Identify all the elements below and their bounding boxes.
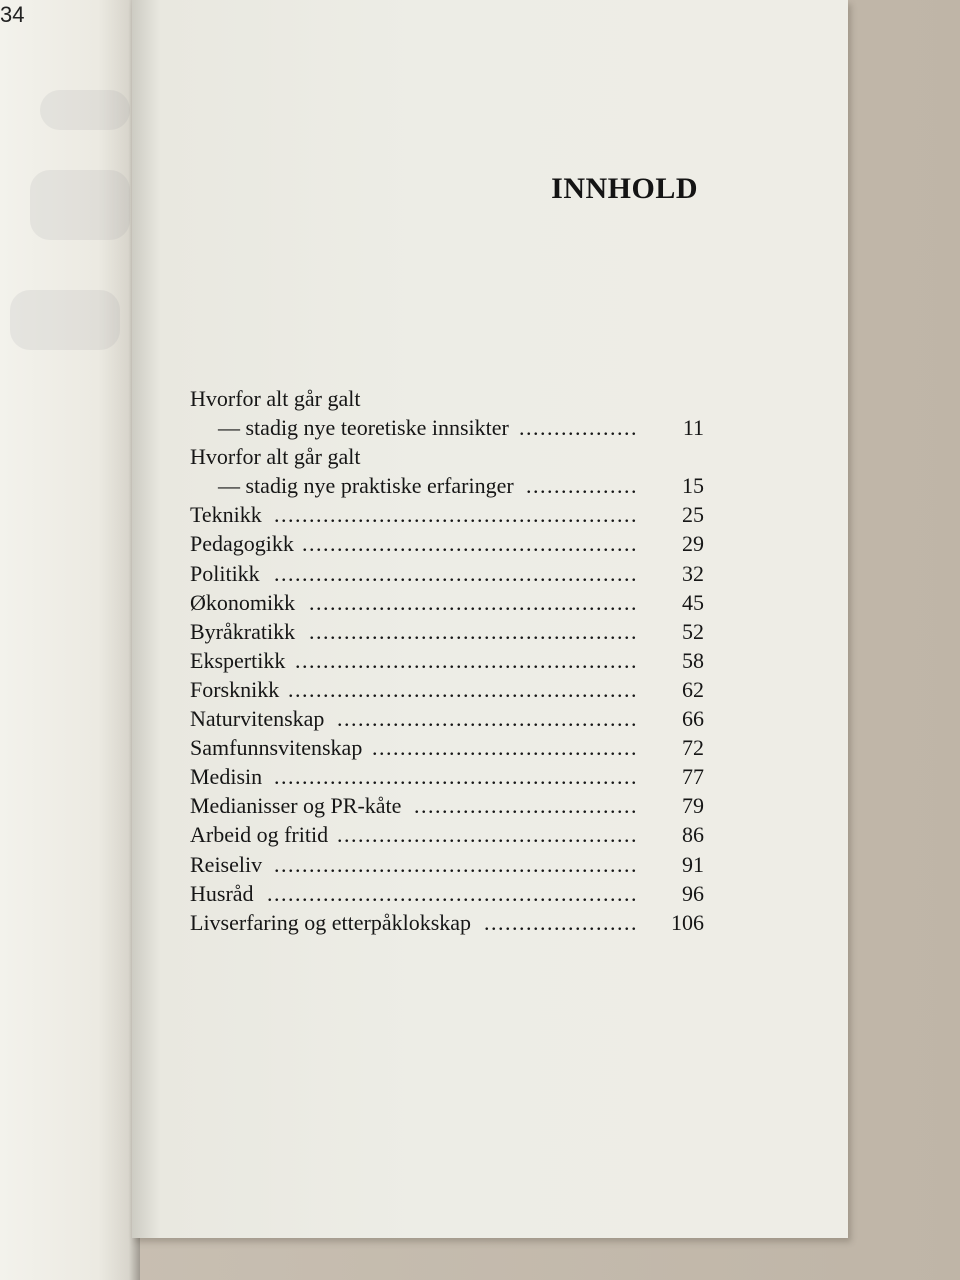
- toc-entry-title: Teknikk: [190, 502, 262, 528]
- toc-entry-title: Hvorfor alt går galt: [190, 386, 361, 411]
- toc-entry: [190, 820, 704, 849]
- toc-page-number: 62: [682, 676, 704, 702]
- toc-entry: [190, 559, 704, 588]
- toc-page-number: 66: [682, 706, 704, 732]
- toc-entry-title: Reiseliv: [190, 851, 263, 877]
- toc-page-number: 11: [682, 415, 704, 441]
- toc-entry: [190, 646, 704, 675]
- toc-entry: [190, 908, 704, 937]
- toc-entry: [190, 791, 704, 820]
- toc-page-number: 25: [682, 502, 704, 528]
- toc-page-number: 32: [682, 560, 704, 586]
- toc-leader-dots: ................................: [414, 793, 638, 819]
- toc-entry-title: Politikk: [190, 560, 260, 586]
- toc-entry-title: Medianisser og PR-kåte: [190, 793, 402, 819]
- toc-entry-title: Samfunnsvitenskap: [190, 735, 363, 761]
- toc-leader-dots: ...........................................: [337, 822, 638, 848]
- toc-leader-dots: ....................................................: [274, 502, 638, 528]
- toc-page-number: 45: [682, 589, 704, 615]
- toc-entry: [190, 617, 704, 646]
- toc-page-number: 86: [682, 822, 704, 848]
- toc-entry: [190, 413, 704, 442]
- toc-entry: [190, 879, 704, 908]
- toc-leader-dots: ...............................................: [309, 589, 638, 615]
- toc-entry-title: Arbeid og fritid: [190, 822, 329, 848]
- bleed-through-shape: [10, 290, 120, 350]
- bleed-through-shape: [40, 90, 130, 130]
- toc-page-number: 96: [682, 880, 704, 906]
- toc-entry-title: Medisin: [190, 764, 263, 790]
- toc-entry: [190, 588, 704, 617]
- facing-page: [0, 0, 140, 1280]
- toc-leader-dots: ................................................: [302, 531, 638, 557]
- toc-entry: [190, 471, 704, 500]
- toc-entry-title: Hvorfor alt går galt: [190, 444, 361, 470]
- toc-page-number: 77: [682, 764, 704, 790]
- toc-entry-title: Økonomikk: [190, 589, 296, 615]
- toc-leader-dots: ..................................................: [288, 676, 638, 702]
- toc-page-number: 58: [682, 647, 704, 673]
- toc-leader-dots: ...........................................: [337, 706, 638, 732]
- toc-leader-dots: ...............................................: [309, 618, 638, 644]
- toc-leader-dots: ....................................................: [274, 764, 638, 790]
- toc-leader-dots: .................................................: [295, 647, 638, 673]
- toc-heading: INNHOLD: [551, 172, 698, 205]
- toc-page-number: 106: [671, 909, 704, 935]
- toc-entry: [190, 762, 704, 791]
- facing-page-number: 34: [0, 2, 25, 27]
- toc-entry: [190, 850, 704, 879]
- toc-entry-title: Forsknikk: [190, 676, 280, 702]
- contents-page: [132, 0, 848, 1238]
- toc-page-number: 72: [682, 735, 704, 761]
- toc-entry-title: Ekspertikk: [190, 647, 286, 673]
- toc-entry-title: — stadig nye praktiske erfaringer: [218, 473, 514, 499]
- toc-leader-dots: ......................: [484, 909, 638, 935]
- toc-entry: [190, 675, 704, 704]
- toc-leader-dots: .....................................................: [267, 880, 638, 906]
- toc-page-number: 15: [682, 473, 704, 499]
- toc-page-number: 79: [682, 793, 704, 819]
- toc-entry-title: Naturvitenskap: [190, 706, 325, 732]
- toc-leader-dots: ................: [526, 473, 638, 499]
- toc-entry-title: Byråkratikk: [190, 618, 296, 644]
- toc-entry-title: Livserfaring og etterpåklokskap: [190, 909, 472, 935]
- toc-entry-title: Pedagogikk: [190, 531, 294, 557]
- bleed-through-shape: [30, 170, 130, 240]
- toc-entry: [190, 500, 704, 529]
- toc-entry-title: — stadig nye teoretiske innsikter: [218, 415, 509, 441]
- toc-list: [190, 384, 704, 937]
- toc-entry: [190, 384, 704, 413]
- toc-entry: [190, 442, 704, 471]
- toc-entry-title: Husråd: [190, 880, 254, 906]
- toc-entry: [190, 704, 704, 733]
- toc-page-number: 52: [682, 618, 704, 644]
- toc-leader-dots: .................: [519, 415, 638, 441]
- toc-page-number: 29: [682, 531, 704, 557]
- toc-entry: [190, 733, 704, 762]
- toc-entry: [190, 529, 704, 558]
- toc-leader-dots: ......................................: [372, 735, 638, 761]
- toc-leader-dots: ....................................................: [274, 851, 638, 877]
- toc-page-number: 91: [682, 851, 704, 877]
- toc-leader-dots: ....................................................: [274, 560, 638, 586]
